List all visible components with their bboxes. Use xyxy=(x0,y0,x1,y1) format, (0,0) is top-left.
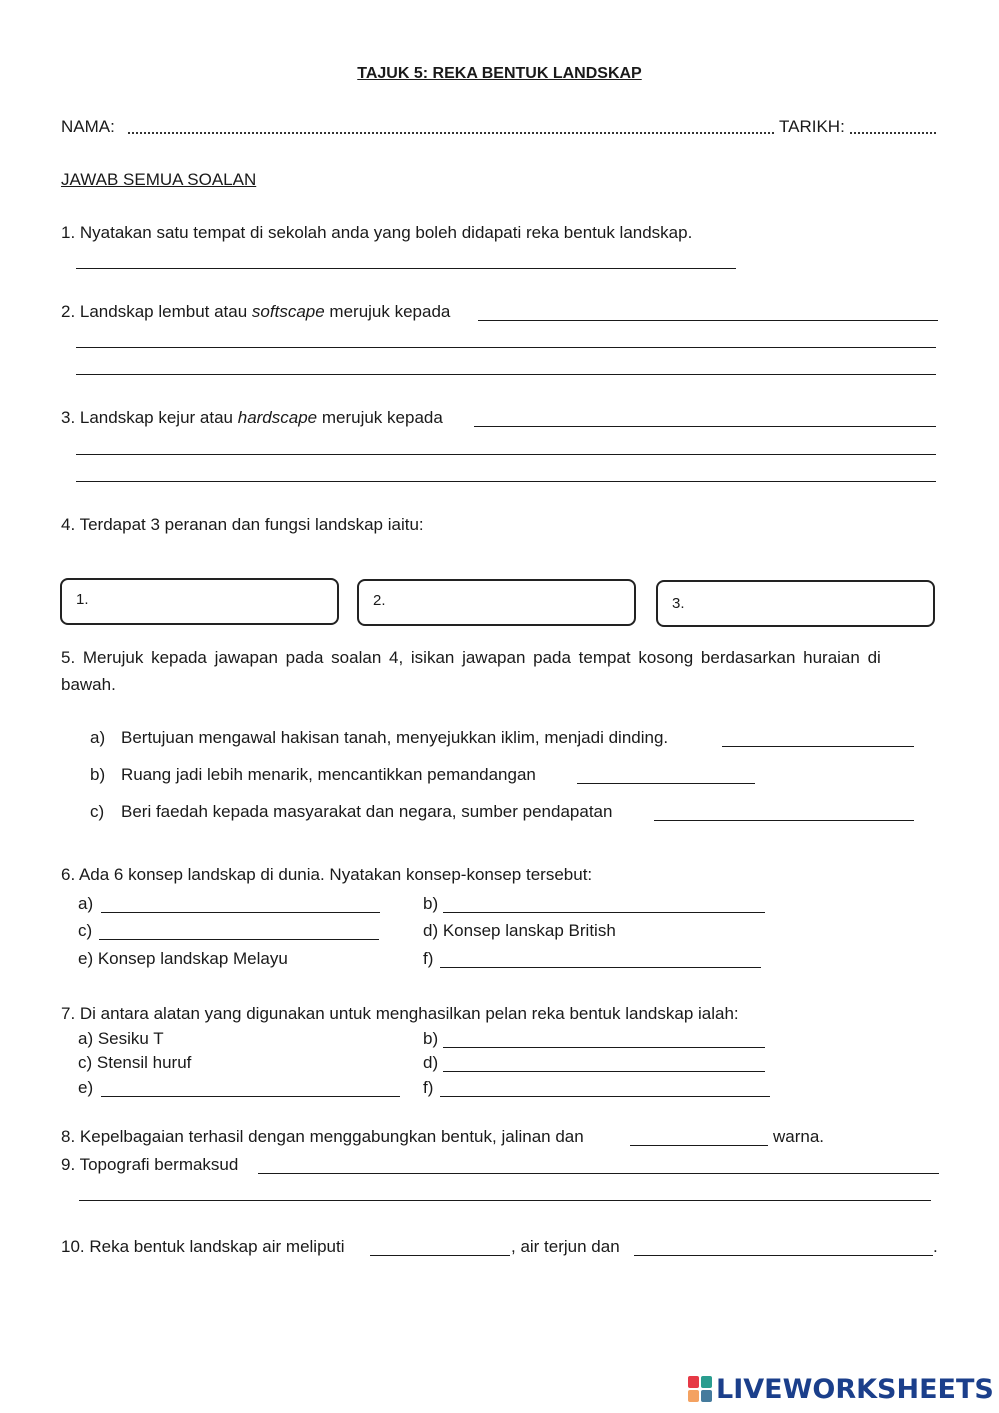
q7-a-text: a) Sesiku T xyxy=(78,1029,164,1048)
answer-8-line[interactable] xyxy=(630,1145,768,1146)
answer-9-line-2[interactable] xyxy=(79,1200,931,1201)
answer-2-line-3[interactable] xyxy=(76,374,936,375)
answer-5b-line[interactable] xyxy=(577,783,755,784)
answer-10b-line[interactable] xyxy=(634,1255,933,1256)
box-1-label: 1. xyxy=(76,591,89,608)
answer-7e-line[interactable] xyxy=(101,1096,400,1097)
q6-f-label: f) xyxy=(423,949,434,968)
answer-3-line-1[interactable] xyxy=(474,426,936,427)
question-1: 1. Nyatakan satu tempat di sekolah anda yang boleh didapati reka bentuk landskap. xyxy=(61,223,693,242)
answer-4-box-1[interactable] xyxy=(60,578,339,625)
logo-square-1 xyxy=(688,1376,699,1388)
answer-6f-line[interactable] xyxy=(440,967,761,968)
logo-text: LIVEWORKSHEETS xyxy=(716,1373,994,1405)
answer-7f-line[interactable] xyxy=(440,1096,770,1097)
question-9: 9. Topografi bermaksud xyxy=(61,1155,239,1174)
answer-4-box-3[interactable] xyxy=(656,580,935,627)
question-10-pre: 10. Reka bentuk landskap air meliputi xyxy=(61,1237,345,1256)
q7-f-label: f) xyxy=(423,1078,434,1097)
answer-6c-line[interactable] xyxy=(99,939,379,940)
answer-9-line-1[interactable] xyxy=(258,1173,939,1174)
q5-item-a-label: a) xyxy=(90,728,106,747)
q7-d-label: d) xyxy=(423,1053,439,1072)
nama-field[interactable] xyxy=(128,118,774,134)
logo-square-3 xyxy=(688,1390,699,1402)
question-10-post: . xyxy=(933,1237,938,1256)
answer-5c-line[interactable] xyxy=(654,820,914,821)
q6-b-label: b) xyxy=(423,894,439,913)
logo-square-4 xyxy=(701,1390,712,1402)
answer-2-line-2[interactable] xyxy=(76,347,936,348)
logo-mark-icon xyxy=(688,1376,712,1402)
answer-10a-line[interactable] xyxy=(370,1255,510,1256)
question-4: 4. Terdapat 3 peranan dan fungsi landskap iaitu: xyxy=(61,515,424,534)
q6-c-label: c) xyxy=(78,921,93,940)
answer-6b-line[interactable] xyxy=(443,912,765,913)
q5-item-b-label: b) xyxy=(90,765,106,784)
question-3-term: hardscape xyxy=(237,408,318,427)
question-2-post: merujuk kepada xyxy=(324,302,451,321)
question-3-pre: 3. Landskap kejur atau xyxy=(61,408,238,427)
question-3-post: merujuk kepada xyxy=(317,408,443,427)
answer-7b-line[interactable] xyxy=(443,1047,765,1048)
tarikh-field[interactable] xyxy=(850,118,936,134)
page-title: TAJUK 5: REKA BENTUK LANDSKAP xyxy=(357,65,642,82)
box-3-label: 3. xyxy=(672,595,685,612)
question-5-line-1 xyxy=(61,648,939,668)
question-5-text-1: 5. Merujuk kepada jawapan pada soalan 4, isikan jawapan pada tempat kosong berdasarkan huraian di xyxy=(61,648,881,667)
question-8-pre: 8. Kepelbagaian terhasil dengan menggabungkan bentuk, jalinan dan xyxy=(61,1127,584,1146)
answer-4-box-2[interactable] xyxy=(357,579,636,626)
answer-2-line-1[interactable] xyxy=(478,320,938,321)
q5-item-c-text: Beri faedah kepada masyarakat dan negara, sumber pendapatan xyxy=(121,802,613,821)
q5-item-a-text: Bertujuan mengawal hakisan tanah, menyejukkan iklim, menjadi dinding. xyxy=(121,728,669,747)
q6-d-text: d) Konsep lanskap British xyxy=(423,921,616,940)
answer-3-line-2[interactable] xyxy=(76,454,936,455)
q5-item-b-text: Ruang jadi lebih menarik, mencantikkan pemandangan xyxy=(121,765,536,784)
q6-e-text: e) Konsep landskap Melayu xyxy=(78,949,288,968)
q6-a-label: a) xyxy=(78,894,94,913)
box-2-label: 2. xyxy=(373,592,386,609)
logo-square-2 xyxy=(701,1376,712,1388)
instruction: JAWAB SEMUA SOALAN xyxy=(61,170,257,189)
q7-b-label: b) xyxy=(423,1029,439,1048)
question-2 xyxy=(61,302,450,322)
liveworksheets-logo xyxy=(688,1372,994,1406)
question-7: 7. Di antara alatan yang digunakan untuk menghasilkan pelan reka bentuk landskap ialah: xyxy=(61,1004,739,1023)
tarikh-label: TARIKH: xyxy=(779,117,845,136)
question-3 xyxy=(61,408,443,428)
question-5-line-2: bawah. xyxy=(61,675,116,694)
q7-e-label: e) xyxy=(78,1078,94,1097)
question-8-post: warna. xyxy=(773,1127,825,1146)
q7-c-text: c) Stensil huruf xyxy=(78,1053,192,1072)
question-2-pre: 2. Landskap lembut atau xyxy=(61,302,252,321)
question-6: 6. Ada 6 konsep landskap di dunia. Nyatakan konsep-konsep tersebut: xyxy=(61,865,593,884)
answer-7d-line[interactable] xyxy=(443,1071,765,1072)
q5-item-c-label: c) xyxy=(90,802,105,821)
question-2-term: softscape xyxy=(251,302,325,321)
answer-5a-line[interactable] xyxy=(722,746,914,747)
question-10-mid: , air terjun dan xyxy=(511,1237,620,1256)
answer-1-line[interactable] xyxy=(76,268,736,269)
answer-6a-line[interactable] xyxy=(101,912,380,913)
nama-label: NAMA: xyxy=(61,117,115,136)
answer-3-line-3[interactable] xyxy=(76,481,936,482)
